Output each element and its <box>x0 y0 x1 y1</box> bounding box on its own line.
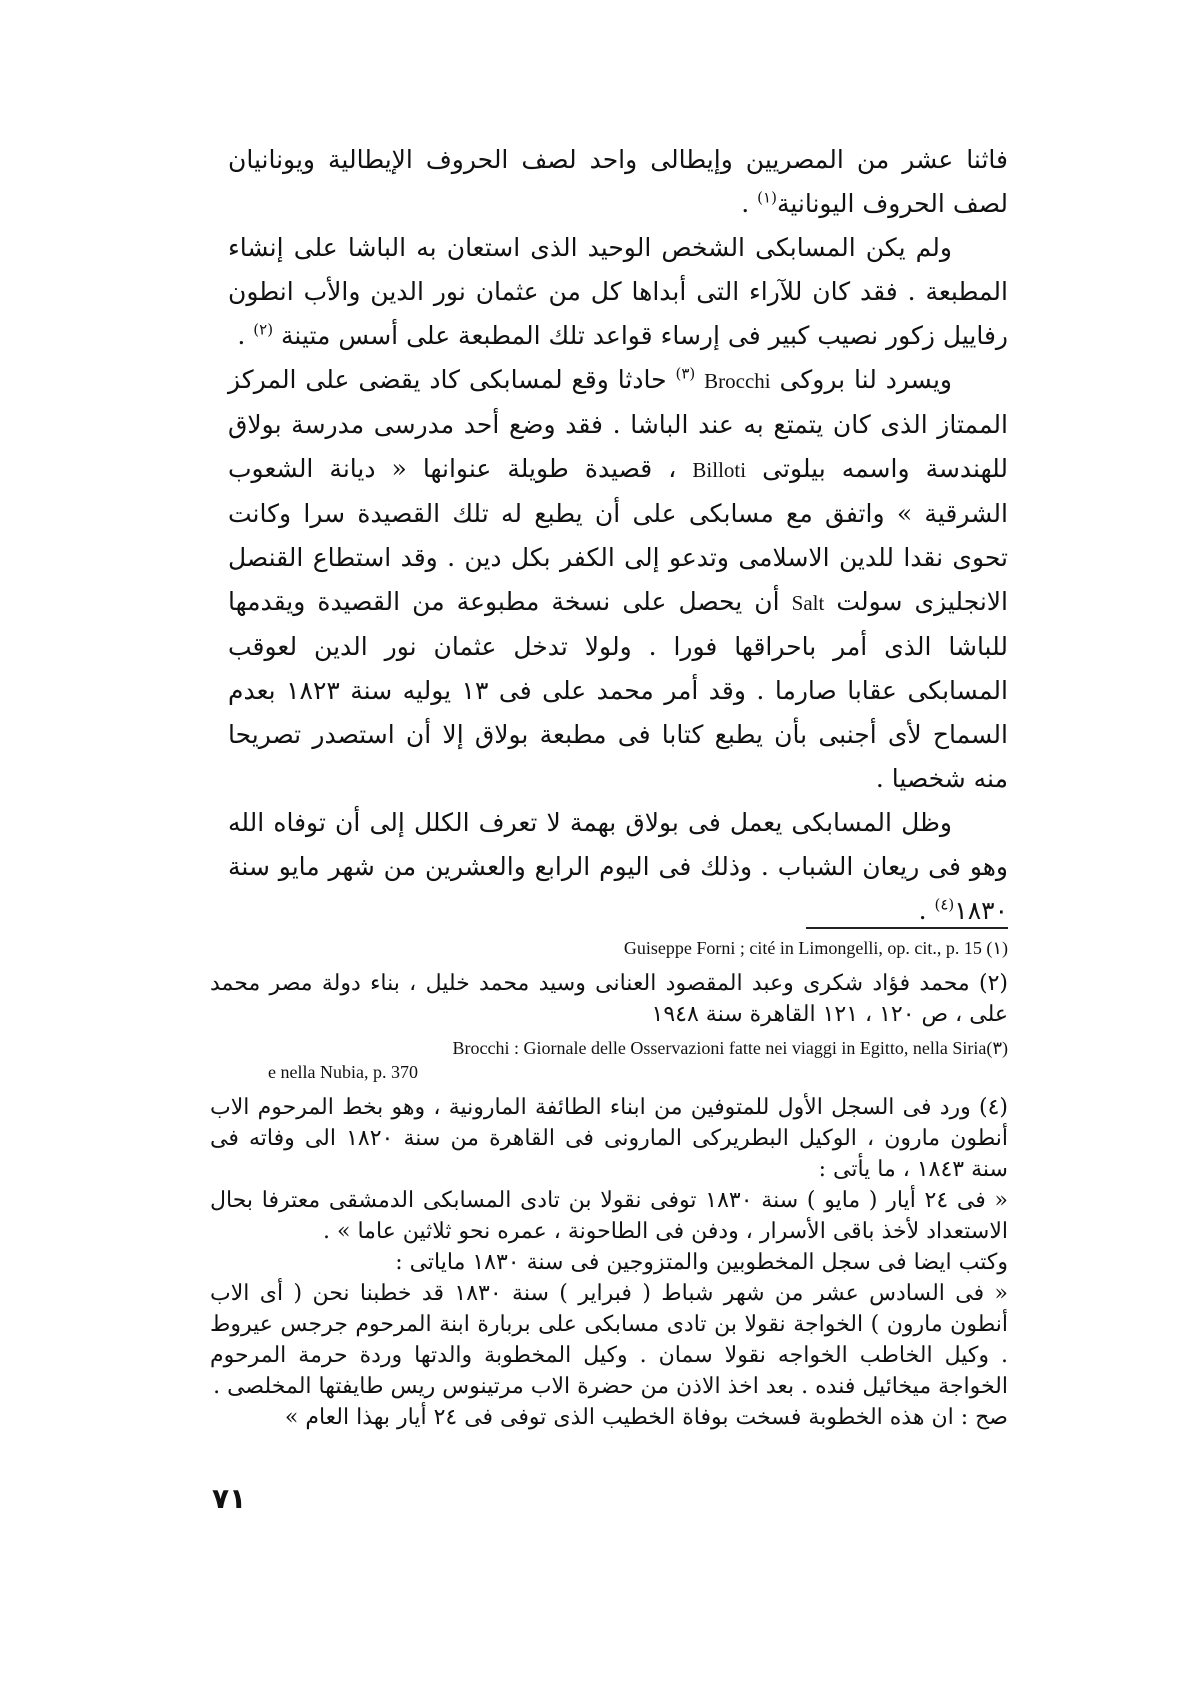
footnote-divider <box>806 927 1008 929</box>
footnote-4-register-intro: وكتب ايضا فى سجل المخطوبين والمتزوجين فى سنة ١٨٣٠ ماياتى : <box>395 1250 1008 1275</box>
paragraph-3-text-d: أن يحصل على نسخة مطبوعة من القصيدة ويقدمها للباشا الذى أمر باحراقها فورا . ولولا تدخل عثمان نور الدين لعوقب المسابكى عقابا صارما . وقد أمر محمد على فى ١٣ يوليه سنة ١٨٢٣ بعدم السماح لأى أجنبى بأن يطبع كتابا فى مطبعة بولاق إلا أن استصدر تصريحا منه شخصيا . <box>228 587 1008 793</box>
paragraph-2-end: . <box>237 321 254 350</box>
paragraph-4 <box>228 801 1008 933</box>
paragraph-1-end: . <box>741 189 758 218</box>
paragraph-3 <box>228 358 1008 801</box>
footnote-4-death-record: « فى ٢٤ أيار ( مايو ) سنة ١٨٣٠ توفى نقولا بن تادى المسابكى الدمشقى معترفا بحال الاستعداد لأخذ باقى الأسرار ، ودفن فى الطاحونة ، عمره نحو ثلاثين عاما » . <box>210 1188 1008 1244</box>
footnote-4-correction: صح : ان هذه الخطوبة فسخت بوفاة الخطيب الذى توفى فى ٢٤ أيار بهذا العام » <box>284 1405 1008 1430</box>
main-text <box>228 138 1008 933</box>
footnote-ref-3: (٣) <box>675 364 696 383</box>
footnote-ref-2: (٢) <box>253 320 274 339</box>
footnote-4-engagement-record: « فى السادس عشر من شهر شباط ( فبراير ) سنة ١٨٣٠ قد خطبنا نحن ( أى الاب أنطون مارون ) الخواجة نقولا بن تادى مسابكى على بربارة ابنة المرحوم جرجس عيروط . وكيل الخاطب الخواجه نقولا سمان . وكيل المخطوبة والدتها وردة حرمة المرحوم الخواجة ميخائيل فنده . بعد اخذ الاذن من حضرة الاب مرتينوس ريس طايفتها المخلصى . <box>210 1281 1008 1399</box>
paragraph-4-end: . <box>918 896 935 925</box>
footnote-ref-1: (١) <box>757 188 777 207</box>
footnote-3 <box>228 1036 1008 1084</box>
footnote-4-intro: (٤) ورد فى السجل الأول للمتوفين من ابناء الطائفة المارونية ، وهو بخط المرحوم الاب أنطون مارون ، الوكيل البطريركى المارونى فى القاهرة من سنة ١٨٢٠ الى وفاته فى سنة ١٨٤٣ ، ما يأتى : <box>210 1095 1009 1182</box>
paragraph-4-text: وظل المسابكى يعمل فى بولاق بهمة لا تعرف الكلل إلى أن توفاه الله وهو فى ريعان الشباب . وذلك فى اليوم الرابع والعشرين من شهر مايو سنة ١٨٣٠ <box>228 808 1008 925</box>
latin-name-brocchi: Brocchi <box>704 369 771 393</box>
footnote-1-text: Guiseppe Forni ; cité in Limongelli, op. cit., p. 15 (١) <box>623 938 1008 958</box>
footnote-1 <box>228 936 1008 960</box>
footnote-2-text: (٢) محمد فؤاد شكرى وعبد المقصود العنانى وسيد محمد خليل ، بناء دولة مصر محمد على ، ص ١٢٠ ، ١٢١ القاهرة سنة ١٩٤٨ <box>210 971 1008 1027</box>
paragraph-3-text-b: حادثا وقع لمسابكى كاد يقضى على المركز الممتاز الذى كان يتمتع به عند الباشا . فقد وضع أحد مدرسى مدرسة بولاق للهندسة واسمه بيلوتى <box>228 365 1008 483</box>
footnote-3-line-1: Brocchi : Giornale delle Osservazioni fatte nei viaggi in Egitto, nella Siria(٣) <box>452 1038 1008 1058</box>
latin-name-salt: Salt <box>791 591 825 615</box>
latin-name-billoti: Billoti <box>692 458 747 482</box>
footnote-3-line-2: e nella Nubia, p. 370 <box>268 1062 418 1082</box>
footnote-ref-4: (٤) <box>934 895 955 914</box>
paragraph-1-text: فاثنا عشر من المصريين وإيطالى واحد لصف الحروف الإيطالية ويونانيان لصف الحروف اليونانية <box>228 145 1008 218</box>
paragraph-2 <box>228 226 1008 358</box>
footnote-2 <box>210 968 1008 1030</box>
paragraph-1 <box>228 138 1008 226</box>
paragraph-3-text-c: ، قصيدة طويلة عنوانها « ديانة الشعوب الشرقية » واتفق مع مسابكى على أن يطبع له تلك القصيدة سرا وكانت تحوى نقدا للدين الاسلامى وتدعو إلى الكفر بكل دين . وقد استطاع القنصل الانجليزى سولت <box>228 454 1008 616</box>
paragraph-3-text-a: ويسرد لنا بروكى <box>770 365 952 394</box>
paragraph-2-text: ولم يكن المسابكى الشخص الوحيد الذى استعان به الباشا على إنشاء المطبعة . فقد كان للآراء التى أبداها كل من عثمان نور الدين والأب انطون رفاييل زكور نصيب كبير فى إرساء قواعد تلك المطبعة على أسس متينة <box>228 233 1008 350</box>
footnote-4 <box>210 1092 1008 1433</box>
page-number: ٧١ <box>212 1482 247 1515</box>
